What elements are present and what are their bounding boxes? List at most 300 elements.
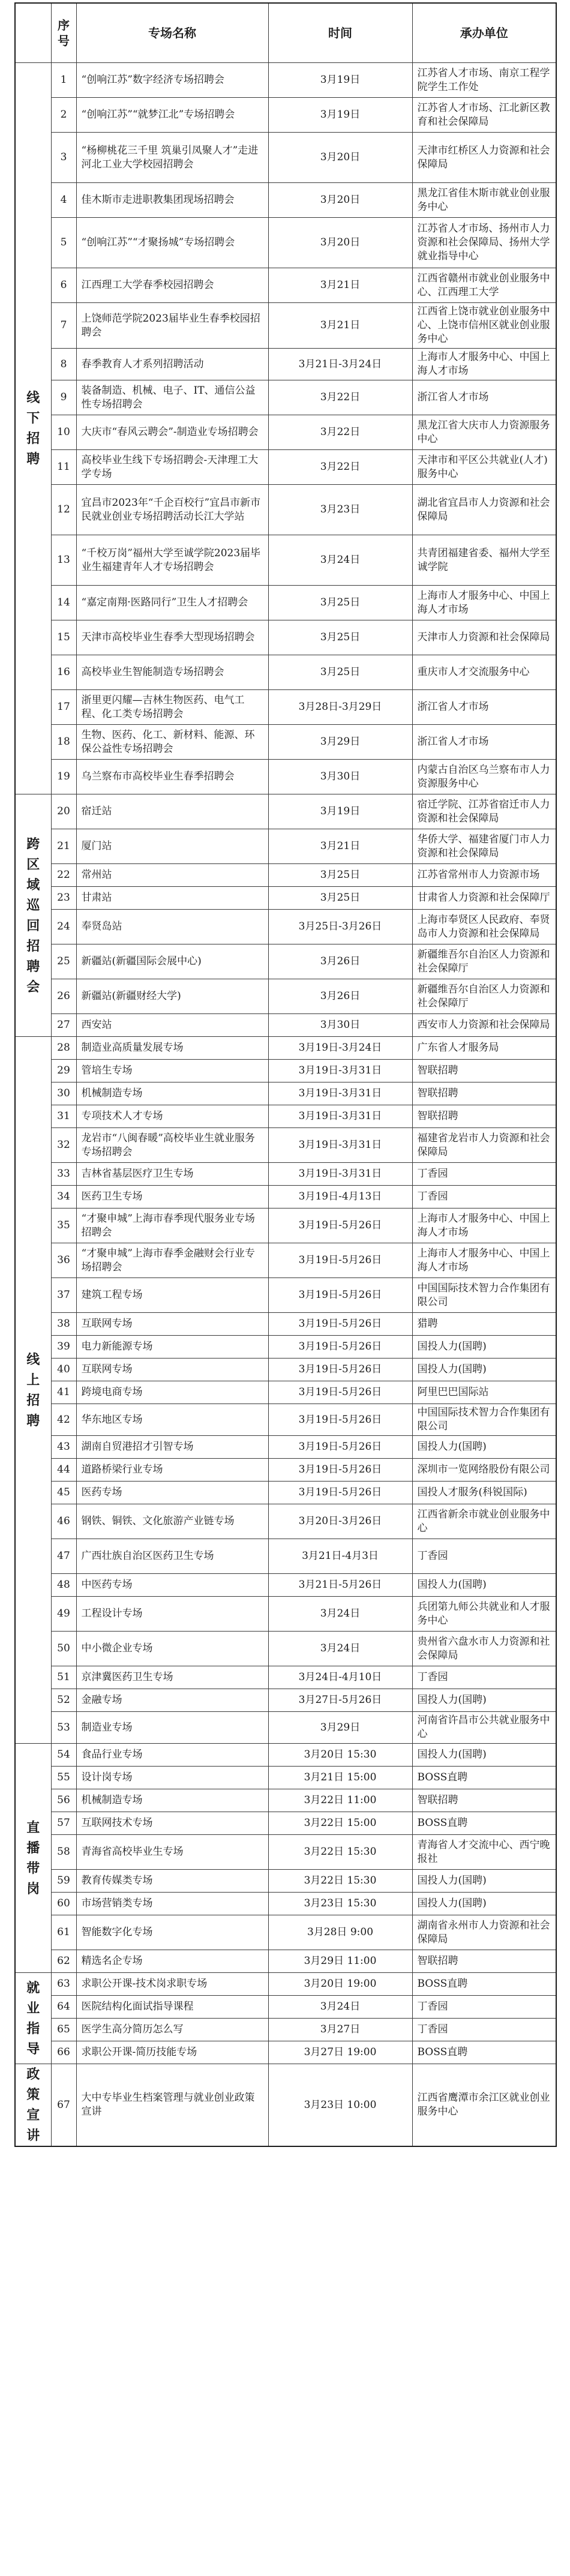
row-name: 跨境电商专场 bbox=[76, 1381, 268, 1404]
row-time: 3月22日 bbox=[268, 415, 412, 450]
row-index: 56 bbox=[51, 1789, 76, 1812]
table-row bbox=[15, 450, 556, 485]
table-row bbox=[15, 620, 556, 655]
row-name: 青海省高校毕业生专场 bbox=[76, 1835, 268, 1870]
row-time: 3月24日-4月10日 bbox=[268, 1666, 412, 1689]
table-row bbox=[15, 1105, 556, 1128]
table-row bbox=[15, 690, 556, 725]
row-name: 浙里更闪耀—吉林生物医药、电气工程、化工类专场招聘会 bbox=[76, 690, 268, 725]
row-name: 食品行业专场 bbox=[76, 1744, 268, 1767]
row-index: 30 bbox=[51, 1082, 76, 1105]
table-row bbox=[15, 725, 556, 760]
table-row bbox=[15, 1744, 556, 1767]
row-name: “创响江苏”数字经济专场招聘会 bbox=[76, 63, 268, 98]
row-org: 江苏省人才市场、江北新区教育和社会保障局 bbox=[412, 98, 556, 133]
row-index: 38 bbox=[51, 1313, 76, 1336]
row-time: 3月19日-3月31日 bbox=[268, 1082, 412, 1105]
row-time: 3月21日-3月24日 bbox=[268, 349, 412, 380]
table-row bbox=[15, 2041, 556, 2064]
row-index: 21 bbox=[51, 829, 76, 864]
row-name: 中小微企业专场 bbox=[76, 1632, 268, 1666]
table-row bbox=[15, 1381, 556, 1404]
table-row bbox=[15, 63, 556, 98]
section-category bbox=[15, 794, 51, 1037]
row-org: 天津市和平区公共就业(人才)服务中心 bbox=[412, 450, 556, 485]
row-index: 4 bbox=[51, 183, 76, 218]
header-index: 序号 bbox=[51, 3, 76, 63]
table-row bbox=[15, 98, 556, 133]
section-category-label: 线上招聘 bbox=[26, 1351, 40, 1429]
row-index: 13 bbox=[51, 535, 76, 586]
row-org: 国投人力(国聘) bbox=[412, 1336, 556, 1359]
row-org: 江西省新余市就业创业服务中心 bbox=[412, 1504, 556, 1539]
table-row bbox=[15, 303, 556, 349]
table-row bbox=[15, 1574, 556, 1597]
row-org: 智联招聘 bbox=[412, 1060, 556, 1082]
row-name: 精选名企专场 bbox=[76, 1950, 268, 1973]
row-index: 22 bbox=[51, 864, 76, 887]
section-category-label: 就业指导 bbox=[26, 1980, 40, 2057]
table-row bbox=[15, 1482, 556, 1504]
row-index: 50 bbox=[51, 1632, 76, 1666]
row-time: 3月21日 15:00 bbox=[268, 1767, 412, 1789]
row-time: 3月19日-3月31日 bbox=[268, 1128, 412, 1163]
row-org: 国投人力(国聘) bbox=[412, 1689, 556, 1712]
table-row bbox=[15, 1666, 556, 1689]
row-name: 高校毕业生智能制造专场招聘会 bbox=[76, 655, 268, 690]
section-category bbox=[15, 1744, 51, 1973]
row-index: 51 bbox=[51, 1666, 76, 1689]
row-org: 福建省龙岩市人力资源和社会保障局 bbox=[412, 1128, 556, 1163]
row-time: 3月25日 bbox=[268, 864, 412, 887]
table-row bbox=[15, 1208, 556, 1243]
row-index: 25 bbox=[51, 944, 76, 979]
table-row bbox=[15, 218, 556, 268]
row-org: 浙江省人才市场 bbox=[412, 690, 556, 725]
table-row bbox=[15, 1186, 556, 1208]
table-row bbox=[15, 1712, 556, 1744]
header-org: 承办单位 bbox=[412, 3, 556, 63]
row-name: 装备制造、机械、电子、IT、通信公益性专场招聘会 bbox=[76, 380, 268, 415]
row-time: 3月25日 bbox=[268, 887, 412, 910]
row-name: 生物、医药、化工、新材料、能源、环保公益性专场招聘会 bbox=[76, 725, 268, 760]
row-index: 5 bbox=[51, 218, 76, 268]
row-org: 丁香园 bbox=[412, 1163, 556, 1186]
row-time: 3月27日 bbox=[268, 2019, 412, 2041]
row-index: 23 bbox=[51, 887, 76, 910]
row-index: 63 bbox=[51, 1973, 76, 1996]
row-name: 制造业专场 bbox=[76, 1712, 268, 1744]
row-time: 3月27日 19:00 bbox=[268, 2041, 412, 2064]
row-index: 1 bbox=[51, 63, 76, 98]
row-time: 3月19日-3月24日 bbox=[268, 1037, 412, 1060]
row-name: 互联网技术专场 bbox=[76, 1812, 268, 1835]
row-index: 32 bbox=[51, 1128, 76, 1163]
row-name: 大庆市“春风云聘会”-制造业专场招聘会 bbox=[76, 415, 268, 450]
row-name: 管培生专场 bbox=[76, 1060, 268, 1082]
row-name: “才聚申城”上海市春季现代服务业专场招聘会 bbox=[76, 1208, 268, 1243]
row-org: 浙江省人才市场 bbox=[412, 380, 556, 415]
row-index: 39 bbox=[51, 1336, 76, 1359]
table-row bbox=[15, 794, 556, 829]
row-name: 奉贤岛站 bbox=[76, 910, 268, 944]
row-org: 上海市人才服务中心、中国上海人才市场 bbox=[412, 349, 556, 380]
table-row bbox=[15, 1812, 556, 1835]
row-org: 黑龙江省大庆市人力资源服务中心 bbox=[412, 415, 556, 450]
row-org: 兵团第九师公共就业和人才服务中心 bbox=[412, 1597, 556, 1632]
row-name: 大中专毕业生档案管理与就业创业政策宣讲 bbox=[76, 2064, 268, 2147]
row-org: 智联招聘 bbox=[412, 1105, 556, 1128]
row-name: 上饶师范学院2023届毕业生春季校园招聘会 bbox=[76, 303, 268, 349]
row-index: 52 bbox=[51, 1689, 76, 1712]
row-time: 3月19日-5月26日 bbox=[268, 1313, 412, 1336]
row-time: 3月29日 bbox=[268, 725, 412, 760]
section-category-label: 政策宣讲 bbox=[26, 2067, 40, 2143]
row-name: 高校毕业生线下专场招聘会-天津理工大学专场 bbox=[76, 450, 268, 485]
row-index: 59 bbox=[51, 1870, 76, 1893]
row-index: 42 bbox=[51, 1404, 76, 1436]
row-org: BOSS直聘 bbox=[412, 1812, 556, 1835]
row-name: 乌兰察布市高校毕业生春季招聘会 bbox=[76, 760, 268, 794]
row-index: 47 bbox=[51, 1539, 76, 1574]
row-org: 河南省许昌市公共就业服务中心 bbox=[412, 1712, 556, 1744]
row-name: 金融专场 bbox=[76, 1689, 268, 1712]
section-category bbox=[15, 1973, 51, 2064]
row-org: 上海市奉贤区人民政府、奉贤岛市人力资源和社会保障局 bbox=[412, 910, 556, 944]
table-row bbox=[15, 829, 556, 864]
row-time: 3月23日 15:30 bbox=[268, 1893, 412, 1915]
table-row bbox=[15, 1597, 556, 1632]
row-time: 3月20日 bbox=[268, 218, 412, 268]
row-time: 3月20日 bbox=[268, 133, 412, 183]
row-index: 9 bbox=[51, 380, 76, 415]
table-row bbox=[15, 1973, 556, 1996]
table-row bbox=[15, 1359, 556, 1381]
row-name: 龙岩市“八闽春暖”高校毕业生就业服务专场招聘会 bbox=[76, 1128, 268, 1163]
row-index: 19 bbox=[51, 760, 76, 794]
table-row bbox=[15, 1060, 556, 1082]
row-time: 3月22日 15:30 bbox=[268, 1835, 412, 1870]
table-body bbox=[15, 63, 556, 2147]
row-time: 3月25日 bbox=[268, 620, 412, 655]
row-time: 3月22日 bbox=[268, 380, 412, 415]
row-org: BOSS直聘 bbox=[412, 2041, 556, 2064]
row-org: 湖北省宜昌市人力资源和社会保障局 bbox=[412, 485, 556, 535]
row-name: 教育传媒类专场 bbox=[76, 1870, 268, 1893]
row-index: 15 bbox=[51, 620, 76, 655]
row-index: 2 bbox=[51, 98, 76, 133]
row-time: 3月19日-5月26日 bbox=[268, 1359, 412, 1381]
row-index: 61 bbox=[51, 1915, 76, 1950]
row-name: 求职公开课-技术岗求职专场 bbox=[76, 1973, 268, 1996]
row-name: 机械制造专场 bbox=[76, 1082, 268, 1105]
row-time: 3月22日 15:30 bbox=[268, 1870, 412, 1893]
row-org: 国投人力(国聘) bbox=[412, 1893, 556, 1915]
row-name: 求职公开课-简历技能专场 bbox=[76, 2041, 268, 2064]
row-org: 智联招聘 bbox=[412, 1950, 556, 1973]
row-name: 江西理工大学春季校园招聘会 bbox=[76, 268, 268, 303]
header-time: 时间 bbox=[268, 3, 412, 63]
row-name: 华东地区专场 bbox=[76, 1404, 268, 1436]
row-index: 24 bbox=[51, 910, 76, 944]
row-name: 医药卫生专场 bbox=[76, 1186, 268, 1208]
row-org: 江西省鹰潭市余江区就业创业服务中心 bbox=[412, 2064, 556, 2147]
table-header-row bbox=[15, 3, 556, 63]
row-name: 吉林省基层医疗卫生专场 bbox=[76, 1163, 268, 1186]
row-index: 41 bbox=[51, 1381, 76, 1404]
row-time: 3月30日 bbox=[268, 760, 412, 794]
table-row bbox=[15, 380, 556, 415]
row-index: 45 bbox=[51, 1482, 76, 1504]
row-name: “才聚申城”上海市春季金融财会行业专场招聘会 bbox=[76, 1243, 268, 1278]
row-time: 3月20日-3月26日 bbox=[268, 1504, 412, 1539]
row-org: 国投人力(国聘) bbox=[412, 1870, 556, 1893]
row-index: 3 bbox=[51, 133, 76, 183]
row-time: 3月19日-3月31日 bbox=[268, 1163, 412, 1186]
row-name: “创响江苏”“就梦江北”专场招聘会 bbox=[76, 98, 268, 133]
row-name: 佳木斯市走进职教集团现场招聘会 bbox=[76, 183, 268, 218]
row-name: 广西壮族自治区医药卫生专场 bbox=[76, 1539, 268, 1574]
row-time: 3月19日-5月26日 bbox=[268, 1482, 412, 1504]
table-row bbox=[15, 1313, 556, 1336]
table-row bbox=[15, 1037, 556, 1060]
row-index: 14 bbox=[51, 586, 76, 620]
row-time: 3月29日 11:00 bbox=[268, 1950, 412, 1973]
row-org: 共青团福建省委、福州大学至诚学院 bbox=[412, 535, 556, 586]
row-org: 国投人力(国聘) bbox=[412, 1574, 556, 1597]
row-name: 常州站 bbox=[76, 864, 268, 887]
table-row bbox=[15, 760, 556, 794]
row-index: 49 bbox=[51, 1597, 76, 1632]
table-row bbox=[15, 535, 556, 586]
row-time: 3月28日-3月29日 bbox=[268, 690, 412, 725]
row-name: 甘肃站 bbox=[76, 887, 268, 910]
row-org: 智联招聘 bbox=[412, 1082, 556, 1105]
row-org: 甘肃省人力资源和社会保障厅 bbox=[412, 887, 556, 910]
row-index: 66 bbox=[51, 2041, 76, 2064]
row-org: 丁香园 bbox=[412, 1186, 556, 1208]
table-row bbox=[15, 910, 556, 944]
row-org: 湖南省永州市人力资源和社会保障局 bbox=[412, 1915, 556, 1950]
table-row bbox=[15, 979, 556, 1014]
row-org: 江苏省常州市人力资源市场 bbox=[412, 864, 556, 887]
table-row bbox=[15, 1767, 556, 1789]
row-org: 江西省赣州市就业创业服务中心、江西理工大学 bbox=[412, 268, 556, 303]
row-name: 天津市高校毕业生春季大型现场招聘会 bbox=[76, 620, 268, 655]
table-row bbox=[15, 1243, 556, 1278]
row-name: 道路桥梁行业专场 bbox=[76, 1459, 268, 1482]
row-name: 医院结构化面试指导课程 bbox=[76, 1996, 268, 2019]
row-time: 3月26日 bbox=[268, 944, 412, 979]
row-index: 65 bbox=[51, 2019, 76, 2041]
row-name: 中医药专场 bbox=[76, 1574, 268, 1597]
row-index: 36 bbox=[51, 1243, 76, 1278]
row-index: 28 bbox=[51, 1037, 76, 1060]
row-time: 3月19日-5月26日 bbox=[268, 1436, 412, 1459]
row-time: 3月19日 bbox=[268, 794, 412, 829]
table-row bbox=[15, 887, 556, 910]
row-index: 33 bbox=[51, 1163, 76, 1186]
section-category-label: 线下招聘 bbox=[26, 390, 40, 467]
row-time: 3月19日-5月26日 bbox=[268, 1459, 412, 1482]
table-row bbox=[15, 1950, 556, 1973]
row-time: 3月27日-5月26日 bbox=[268, 1689, 412, 1712]
row-org: 江苏省人才市场、扬州市人力资源和社会保障局、扬州大学就业指导中心 bbox=[412, 218, 556, 268]
row-time: 3月29日 bbox=[268, 1712, 412, 1744]
row-org: 丁香园 bbox=[412, 1996, 556, 2019]
row-time: 3月19日-5月26日 bbox=[268, 1278, 412, 1313]
row-name: 新疆站(新疆国际会展中心) bbox=[76, 944, 268, 979]
row-time: 3月19日 bbox=[268, 98, 412, 133]
row-name: “千校万岗”福州大学至诚学院2023届毕业生福建青年人才专场招聘会 bbox=[76, 535, 268, 586]
table-row bbox=[15, 1632, 556, 1666]
row-name: 互联网专场 bbox=[76, 1313, 268, 1336]
row-index: 37 bbox=[51, 1278, 76, 1313]
table-row bbox=[15, 415, 556, 450]
row-index: 18 bbox=[51, 725, 76, 760]
row-name: “创响江苏”“才聚扬城”专场招聘会 bbox=[76, 218, 268, 268]
row-index: 17 bbox=[51, 690, 76, 725]
table-row bbox=[15, 133, 556, 183]
row-index: 62 bbox=[51, 1950, 76, 1973]
row-index: 10 bbox=[51, 415, 76, 450]
row-name: “杨柳桃花三千里 筑巢引凤聚人才”走进河北工业大学校园招聘会 bbox=[76, 133, 268, 183]
row-name: 专项技术人才专场 bbox=[76, 1105, 268, 1128]
row-org: 中国国际技术智力合作集团有限公司 bbox=[412, 1404, 556, 1436]
table-row bbox=[15, 1504, 556, 1539]
row-org: 国投人力(国聘) bbox=[412, 1436, 556, 1459]
row-org: 上海市人才服务中心、中国上海人才市场 bbox=[412, 1208, 556, 1243]
row-time: 3月23日 10:00 bbox=[268, 2064, 412, 2147]
row-org: 丁香园 bbox=[412, 1666, 556, 1689]
row-index: 20 bbox=[51, 794, 76, 829]
row-time: 3月21日 bbox=[268, 268, 412, 303]
row-index: 11 bbox=[51, 450, 76, 485]
row-name: 市场营销类专场 bbox=[76, 1893, 268, 1915]
table-row bbox=[15, 183, 556, 218]
row-index: 29 bbox=[51, 1060, 76, 1082]
row-org: 江苏省人才市场、南京工程学院学生工作处 bbox=[412, 63, 556, 98]
row-org: 黑龙江省佳木斯市就业创业服务中心 bbox=[412, 183, 556, 218]
row-index: 31 bbox=[51, 1105, 76, 1128]
row-org: 新疆维吾尔自治区人力资源和社会保障厅 bbox=[412, 979, 556, 1014]
row-time: 3月24日 bbox=[268, 1597, 412, 1632]
table-row bbox=[15, 864, 556, 887]
row-index: 67 bbox=[51, 2064, 76, 2147]
row-time: 3月21日-4月3日 bbox=[268, 1539, 412, 1574]
row-org: 中国国际技术智力合作集团有限公司 bbox=[412, 1278, 556, 1313]
row-time: 3月24日 bbox=[268, 535, 412, 586]
row-org: 新疆维吾尔自治区人力资源和社会保障厅 bbox=[412, 944, 556, 979]
row-time: 3月24日 bbox=[268, 1996, 412, 2019]
table-row bbox=[15, 586, 556, 620]
row-name: 京津冀医药卫生专场 bbox=[76, 1666, 268, 1689]
row-org: 西安市人力资源和社会保障局 bbox=[412, 1014, 556, 1037]
row-name: 工程设计专场 bbox=[76, 1597, 268, 1632]
row-org: 国投人才服务(科锐国际) bbox=[412, 1482, 556, 1504]
row-name: 电力新能源专场 bbox=[76, 1336, 268, 1359]
row-time: 3月25日 bbox=[268, 655, 412, 690]
row-index: 46 bbox=[51, 1504, 76, 1539]
table-row bbox=[15, 1835, 556, 1870]
row-index: 34 bbox=[51, 1186, 76, 1208]
row-index: 7 bbox=[51, 303, 76, 349]
row-name: 春季教育人才系列招聘活动 bbox=[76, 349, 268, 380]
table-row bbox=[15, 1459, 556, 1482]
table-row bbox=[15, 1163, 556, 1186]
row-index: 60 bbox=[51, 1893, 76, 1915]
row-org: 内蒙古自治区乌兰察布市人力资源服务中心 bbox=[412, 760, 556, 794]
row-org: 深圳市一览网络股份有限公司 bbox=[412, 1459, 556, 1482]
row-name: 制造业高质量发展专场 bbox=[76, 1037, 268, 1060]
row-time: 3月21日 bbox=[268, 829, 412, 864]
row-index: 35 bbox=[51, 1208, 76, 1243]
row-org: BOSS直聘 bbox=[412, 1973, 556, 1996]
row-org: 华侨大学、福建省厦门市人力资源和社会保障局 bbox=[412, 829, 556, 864]
row-index: 27 bbox=[51, 1014, 76, 1037]
row-index: 43 bbox=[51, 1436, 76, 1459]
section-category-label: 直播带岗 bbox=[26, 1819, 40, 1897]
header-name: 专场名称 bbox=[76, 3, 268, 63]
row-index: 40 bbox=[51, 1359, 76, 1381]
row-org: 青海省人才交流中心、西宁晚报社 bbox=[412, 1835, 556, 1870]
table-row bbox=[15, 1870, 556, 1893]
row-index: 44 bbox=[51, 1459, 76, 1482]
row-time: 3月22日 bbox=[268, 450, 412, 485]
row-name: 新疆站(新疆财经大学) bbox=[76, 979, 268, 1014]
row-time: 3月19日-4月13日 bbox=[268, 1186, 412, 1208]
row-index: 16 bbox=[51, 655, 76, 690]
table-row bbox=[15, 1915, 556, 1950]
row-org: 江西省上饶市就业创业服务中心、上饶市信州区就业创业服务中心 bbox=[412, 303, 556, 349]
row-org: 国投人力(国聘) bbox=[412, 1744, 556, 1767]
row-name: “嘉定南翔·医路同行”卫生人才招聘会 bbox=[76, 586, 268, 620]
table-row bbox=[15, 1893, 556, 1915]
row-name: 宿迁站 bbox=[76, 794, 268, 829]
table-row bbox=[15, 1789, 556, 1812]
table-row bbox=[15, 349, 556, 380]
row-time: 3月22日 15:00 bbox=[268, 1812, 412, 1835]
row-time: 3月30日 bbox=[268, 1014, 412, 1037]
table-row bbox=[15, 485, 556, 535]
row-index: 48 bbox=[51, 1574, 76, 1597]
row-index: 26 bbox=[51, 979, 76, 1014]
row-org: 猎聘 bbox=[412, 1313, 556, 1336]
table-row bbox=[15, 1689, 556, 1712]
row-org: 阿里巴巴国际站 bbox=[412, 1381, 556, 1404]
row-index: 54 bbox=[51, 1744, 76, 1767]
section-category bbox=[15, 2064, 51, 2147]
table-row bbox=[15, 1014, 556, 1037]
row-name: 建筑工程专场 bbox=[76, 1278, 268, 1313]
row-time: 3月19日-5月26日 bbox=[268, 1404, 412, 1436]
row-name: 设计岗专场 bbox=[76, 1767, 268, 1789]
row-org: 重庆市人才交流服务中心 bbox=[412, 655, 556, 690]
row-time: 3月25日-3月26日 bbox=[268, 910, 412, 944]
table-row bbox=[15, 2064, 556, 2147]
row-time: 3月25日 bbox=[268, 586, 412, 620]
table-row bbox=[15, 268, 556, 303]
row-org: 浙江省人才市场 bbox=[412, 725, 556, 760]
row-time: 3月19日-5月26日 bbox=[268, 1336, 412, 1359]
row-index: 8 bbox=[51, 349, 76, 380]
row-index: 57 bbox=[51, 1812, 76, 1835]
row-time: 3月22日 11:00 bbox=[268, 1789, 412, 1812]
table-row bbox=[15, 1336, 556, 1359]
row-org: 天津市人力资源和社会保障局 bbox=[412, 620, 556, 655]
row-name: 西安站 bbox=[76, 1014, 268, 1037]
table-row bbox=[15, 1128, 556, 1163]
